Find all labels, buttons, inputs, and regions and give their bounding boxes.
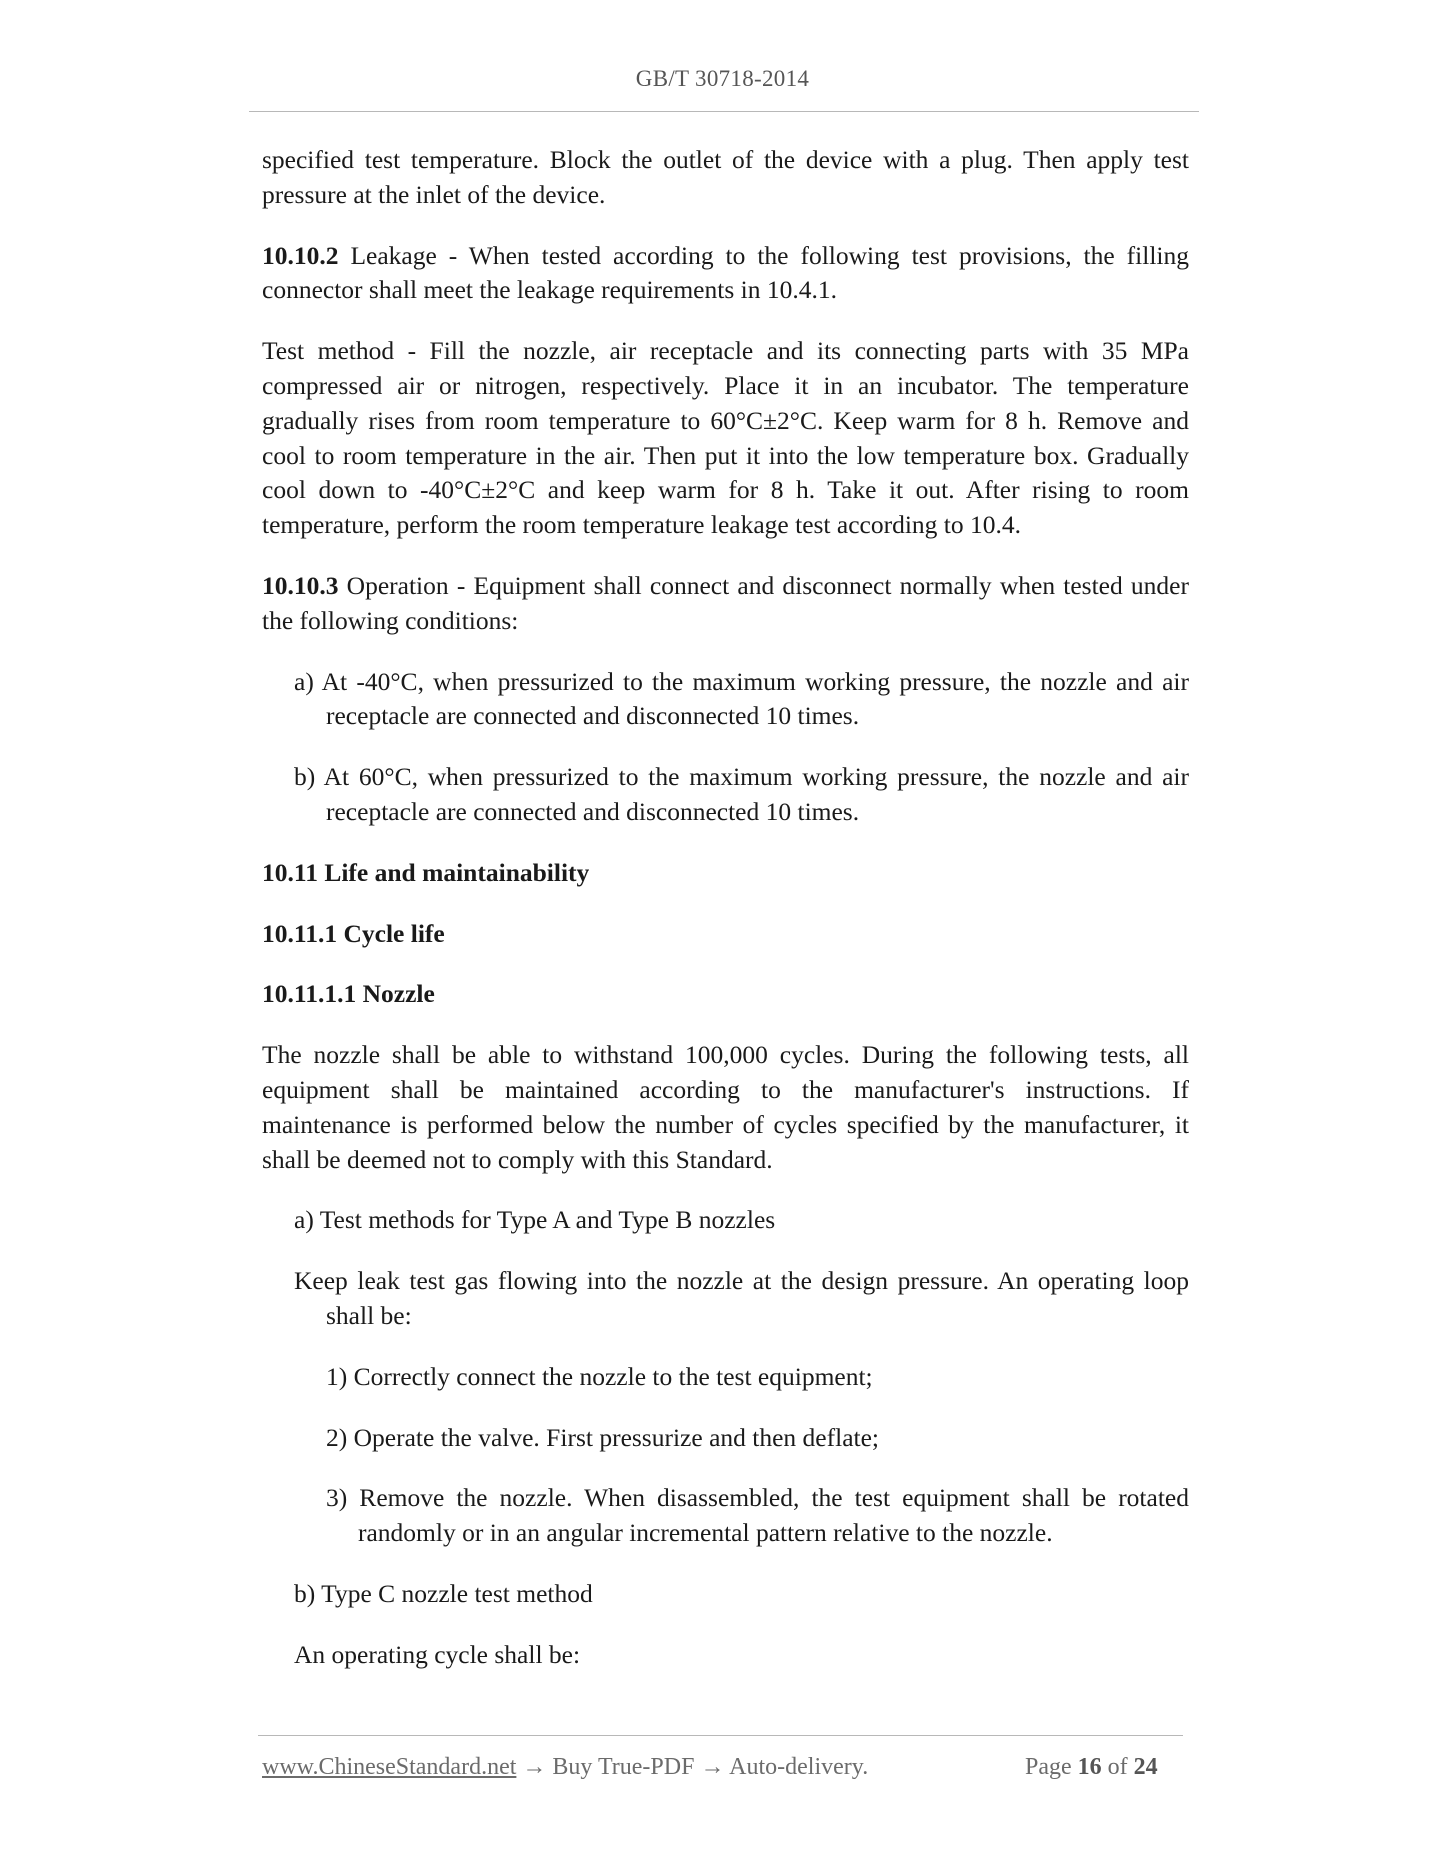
- footer-promo: [262, 1754, 868, 1781]
- sub-item-a: a) Test methods for Type A and Type B nozzles: [294, 1205, 776, 1235]
- clause-text: Operation - Equipment shall connect and disconnect normally when tested under the following conditions:: [262, 570, 1189, 635]
- footer-divider: [258, 1735, 1183, 1736]
- list-item-a: a) At -40°C, when pressurized to the maximum working pressure, the nozzle and air receptacle are connected and disconnected 10 times.: [294, 666, 1189, 731]
- clause-10-10-2: [262, 239, 1189, 309]
- test-method-paragraph: Test method - Fill the nozzle, air receptacle and its connecting parts with 35 MPa compressed air or nitrogen, respectively. Place it in an incubator. The temperature gradually rises from room temperature to 60°C±2°C. Keep warm for 8 h. Remove and cool to room temperature in the air. Then put it into the low temperature box. Gradually cool down to -40°C±2°C and keep warm for 8 h. Take it out. After rising to room temperature, perform the room temperature leakage test according to 10.4.: [262, 336, 1189, 540]
- of-label: of: [1101, 1754, 1134, 1780]
- list-item-b: b) At 60°C, when pressurized to the maximum working pressure, the nozzle and air receptacle are connected and disconnected 10 times.: [294, 762, 1189, 826]
- header-divider: [249, 111, 1199, 112]
- clause-text: Leakage - When tested according to the following test provisions, the filling connector shall meet the leakage requirements in 10.4.1.: [262, 240, 1189, 305]
- arrow-icon: →: [694, 1754, 730, 1780]
- buy-text: Buy True-PDF: [552, 1754, 695, 1780]
- step-3: 3) Remove the nozzle. When disassembled, the test equipment shall be rotated randomly or in an angular incremental pattern relative to the nozzle.: [326, 1483, 1189, 1548]
- clause-10-10-3: [262, 569, 1189, 639]
- clause-number: 10.10.2: [262, 240, 339, 270]
- operating-loop-paragraph: Keep leak test gas flowing into the nozzle at the design pressure. An operating loop shall be:: [294, 1266, 1189, 1330]
- step-1: 1) Correctly connect the nozzle to the test equipment;: [326, 1361, 873, 1391]
- arrow-icon: →: [516, 1754, 553, 1780]
- step-2: 2) Operate the valve. First pressurize and then deflate;: [326, 1422, 879, 1452]
- page-number: 16: [1077, 1754, 1102, 1780]
- page-indicator: [1025, 1754, 1158, 1781]
- operating-cycle-paragraph: An operating cycle shall be:: [294, 1639, 581, 1669]
- page-header-title: GB/T 30718-2014: [635, 66, 810, 91]
- nozzle-cycles-paragraph: The nozzle shall be able to withstand 100,000 cycles. During the following tests, all equipment shall be maintained according to the manufacturer's instructions. If maintenance is performed below the number of cycles specified by the manufacturer, it shall be deemed not to comply with this Standard.: [262, 1040, 1189, 1174]
- section-heading-10-11: 10.11 Life and maintainability: [262, 857, 590, 887]
- section-heading-10-11-1-1: 10.11.1.1 Nozzle: [262, 979, 435, 1009]
- delivery-text: Auto-delivery.: [729, 1754, 869, 1780]
- paragraph-continuation: specified test temperature. Block the outlet of the device with a plug. Then apply test pressure at the inlet of the device.: [262, 145, 1189, 209]
- page-total: 24: [1133, 1754, 1158, 1780]
- document-body: [262, 143, 1189, 1699]
- section-heading-10-11-1: 10.11.1 Cycle life: [262, 918, 445, 948]
- page-label: Page: [1025, 1754, 1078, 1780]
- clause-number: 10.10.3: [262, 570, 339, 600]
- sub-item-b: b) Type C nozzle test method: [294, 1578, 593, 1608]
- site-link[interactable]: www.ChineseStandard.net: [262, 1754, 517, 1780]
